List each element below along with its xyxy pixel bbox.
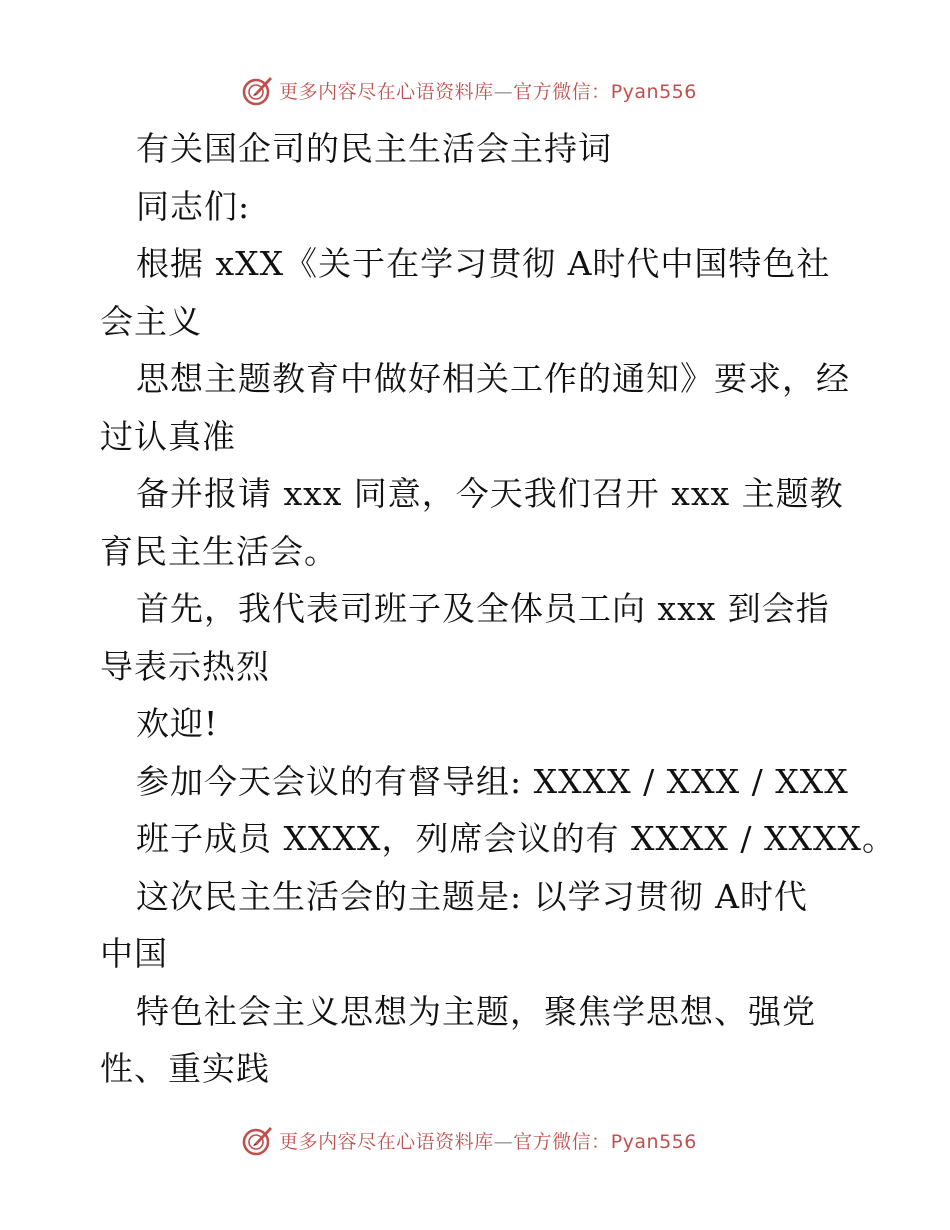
header-watermark — [0, 70, 950, 110]
footer-watermark — [0, 1120, 950, 1160]
wechat-id: Pyan556 — [610, 1130, 697, 1153]
paragraph-line: 首先，我代表司班子及全体员工向 xxx 到会指 — [136, 589, 830, 628]
wechat-label: 官方微信： — [513, 1130, 611, 1153]
watermark-separator: — — [493, 80, 514, 103]
paragraph-line: 欢迎! — [136, 704, 219, 743]
document-title: 有关国企司的民主生活会主持词 — [136, 129, 612, 168]
document-body — [100, 120, 896, 1098]
paragraph-line: 过认真准 — [100, 416, 236, 456]
paragraph-line: 根据 xXX《关于在学习贯彻 A时代中国特色社 — [136, 244, 831, 283]
paragraph-line: 中国 — [100, 934, 168, 973]
quill-pen-logo-icon — [241, 1123, 275, 1157]
paragraph-line: 参加今天会议的有督导组: XXXX / XXX / XXX — [136, 761, 849, 801]
wechat-label: 官方微信： — [513, 80, 611, 103]
paragraph-line: 备并报请 xxx 同意，今天我们召开 xxx 主题教 — [136, 474, 844, 513]
paragraph-line: 会主义 — [100, 301, 202, 341]
salutation: 同志们: — [136, 186, 251, 226]
watermark-text: 更多内容尽在心语资料库 — [279, 80, 494, 103]
paragraph-line: 班子成员 XXXX，列席会议的有 XXXX / XXXX。 — [136, 819, 896, 858]
watermark-separator: — — [493, 1130, 514, 1153]
paragraph-line: 思想主题教育中做好相关工作的通知》要求，经 — [136, 359, 850, 398]
paragraph-line: 特色社会主义思想为主题，聚焦学思想、强党 — [136, 991, 816, 1031]
paragraph-line: 导表示热烈 — [100, 646, 270, 686]
watermark-text: 更多内容尽在心语资料库 — [279, 1130, 494, 1153]
quill-pen-logo-icon — [241, 73, 275, 107]
wechat-id: Pyan556 — [610, 80, 697, 103]
paragraph-line: 这次民主生活会的主题是: 以学习贯彻 A时代 — [136, 876, 808, 916]
paragraph-line: 育民主生活会。 — [100, 531, 338, 571]
paragraph-line: 性、重实践 — [100, 1049, 270, 1088]
